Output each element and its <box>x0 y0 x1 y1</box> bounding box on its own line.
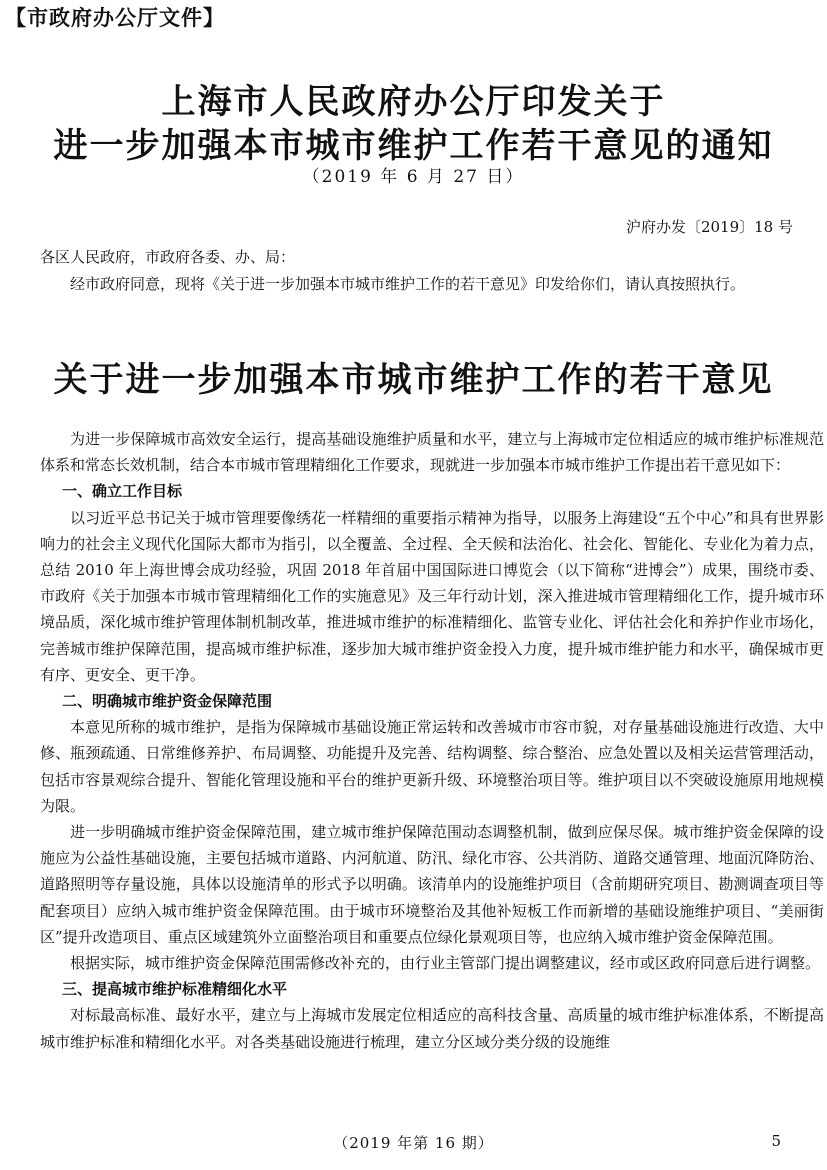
opinion-body <box>40 426 824 1055</box>
notice-title-line1: 上海市人民政府办公厅印发关于 <box>161 82 666 122</box>
document-number: 沪府办发〔2019〕18 号 <box>625 218 793 236</box>
notice-date: （2019 年 6 月 27 日） <box>302 167 525 187</box>
section-heading: 二、明确城市维护资金保障范围 <box>62 692 273 711</box>
opinion-preface: 为进一步保障城市高效安全运行，提高基础设施维护质量和水平，建立与上海城市定位相适应的城市维护标准规范体系和常态长效机制，结合本市城市管理精细化工作要求，现就进一步加强本市城市维护工作提出若干意见如下： <box>40 430 824 475</box>
issue-footer: （2019 年第 16 期） <box>333 1134 494 1152</box>
paragraph: 以习近平总书记关于城市管理要像绣花一样精细的重要指示精神为指导，以服务上海建设“五个中心”和具有世界影响力的社会主义现代化国际大都市为指引，以全覆盖、全过程、全天候和法治化、社会化、智能化、专业化为着力点，总结 2010 年上海世博会成功经验，巩固 2018 年首届中国国际进口博览会（以下简称“进博会”）成果，围绕市委、市政府《关于加强本市城市管理精细化工作的实施意见》及三年行动计划，深入推进城市管理精细化工作，提升城市环境品质，深化城市维护管理体制机制改革，推进城市维护的标准精细化、监管专业化、评估社会化和养护作业市场化，完善城市维护保障范围，提高城市维护标准，逐步加大城市维护资金投入力度，提升城市维护能力和水平，确保城市更有序、更安全、更干净。 <box>40 508 824 684</box>
document-header-tag: 【市政府办公厅文件】 <box>5 6 225 30</box>
page-number: 5 <box>771 1132 781 1150</box>
notice-title-line2: 进一步加强本市城市维护工作若干意见的通知 <box>53 126 774 166</box>
opinion-title: 关于进一步加强本市城市维护工作的若干意见 <box>53 360 774 400</box>
paragraph: 本意见所称的城市维护，是指为保障城市基础设施正常运转和改善城市市容市貌，对存量基础设施进行改造、大中修、瓶颈疏通、日常维修养护、布局调整、功能提升及完善、结构调整、综合整治、应急处置以及相关运营管理活动，包括市容景观综合提升、智能化管理设施和平台的维护更新升级、环境整治项目等。维护项目以不突破设施原用地规模为限。 <box>40 718 824 815</box>
salutation: 各区人民政府，市政府各委、办、局： <box>40 248 296 266</box>
section-heading: 一、确立工作目标 <box>62 482 183 501</box>
paragraph: 对标最高标准、最好水平，建立与上海城市发展定位相适应的高科技含量、高质量的城市维护标准体系，不断提高城市维护标准和精细化水平。对各类基础设施进行梳理，建立分区域分类分级的设施维 <box>40 1006 824 1051</box>
section-heading: 三、提高城市维护标准精细化水平 <box>62 980 288 999</box>
paragraph: 进一步明确城市维护资金保障范围，建立城市维护保障范围动态调整机制，做到应保尽保。城市维护资金保障的设施应为公益性基础设施，主要包括城市道路、内河航道、防汛、绿化市容、公共消防、道路交通管理、地面沉降防治、道路照明等存量设施，具体以设施清单的形式予以明确。该清单内的设施维护项目（含前期研究项目、勘测调查项目等配套项目）应纳入城市维护资金保障范围。由于城市环境整治及其他补短板工作而新增的基础设施维护项目、“美丽街区”提升改造项目、重点区域建筑外立面整治项目和重要点位绿化景观项目等，也应纳入城市维护资金保障范围。 <box>40 823 824 946</box>
notice-intro: 经市政府同意，现将《关于进一步加强本市城市维护工作的若干意见》印发给你们，请认真按照执行。 <box>70 275 746 293</box>
paragraph: 根据实际，城市维护资金保障范围需修改补充的，由行业主管部门提出调整建议，经市或区政府同意后进行调整。 <box>70 954 821 973</box>
